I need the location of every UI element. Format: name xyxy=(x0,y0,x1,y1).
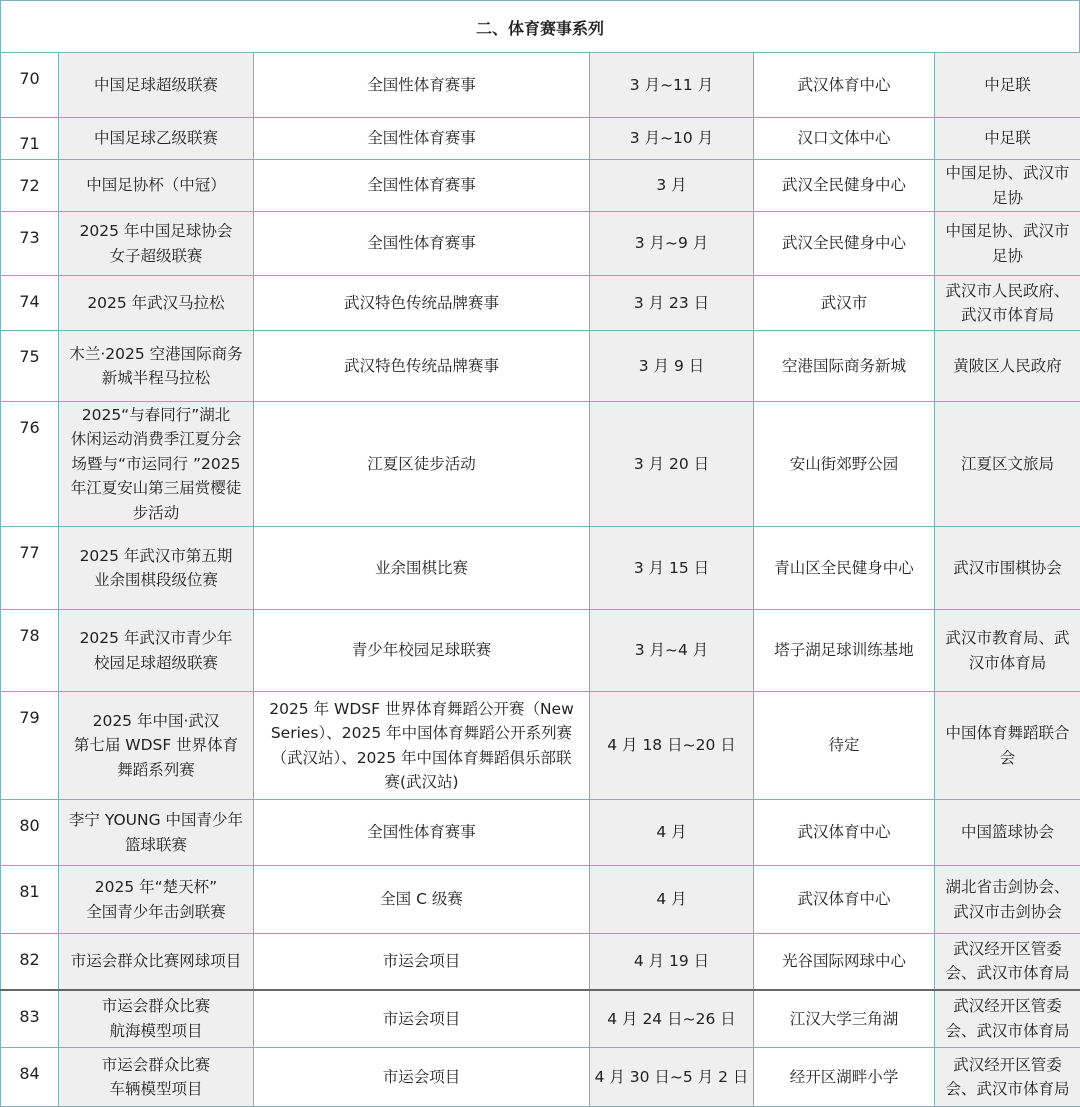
event-time: 3 月~11 月 xyxy=(630,76,713,94)
event-category-cell xyxy=(254,610,590,692)
event-category: 青少年校园足球联赛 xyxy=(352,641,492,659)
event-name: 2025 年中国足球协会 女子超级联赛 xyxy=(80,222,233,265)
event-time: 4 月 18 日~20 日 xyxy=(607,736,736,754)
event-category: 江夏区徒步活动 xyxy=(367,455,476,473)
event-venue-cell xyxy=(754,866,935,934)
event-category-cell xyxy=(254,692,590,800)
table-row xyxy=(1,934,1080,990)
table-row xyxy=(1,866,1080,934)
event-venue: 光谷国际网球中心 xyxy=(782,952,906,970)
event-name-cell xyxy=(59,800,254,866)
table-row xyxy=(1,53,1080,118)
event-time-cell xyxy=(590,934,754,990)
event-organizer-cell xyxy=(935,1048,1080,1107)
event-organizer: 武汉市人民政府、 武汉市体育局 xyxy=(945,282,1069,325)
event-time-cell xyxy=(590,331,754,402)
table-row xyxy=(1,800,1080,866)
event-venue: 经开区湖畔小学 xyxy=(790,1068,899,1086)
row-number: 73 xyxy=(19,228,39,247)
event-organizer-cell xyxy=(935,402,1080,527)
event-name: 中国足球乙级联赛 xyxy=(94,129,218,147)
event-venue-cell xyxy=(754,53,935,118)
table-row xyxy=(1,331,1080,402)
event-organizer: 武汉市教育局、武 汉市体育局 xyxy=(945,629,1069,672)
event-organizer: 中国足协、武汉市 足协 xyxy=(945,222,1069,265)
event-organizer: 武汉经开区管委 会、武汉市体育局 xyxy=(945,1056,1069,1099)
event-category-cell xyxy=(254,800,590,866)
event-venue: 武汉全民健身中心 xyxy=(782,234,906,252)
event-name-cell xyxy=(59,527,254,610)
event-venue: 武汉市 xyxy=(821,294,868,312)
event-time-cell xyxy=(590,276,754,331)
event-category: 全国性体育赛事 xyxy=(367,823,476,841)
row-number-cell xyxy=(1,160,59,212)
event-name: 中国足球超级联赛 xyxy=(94,76,218,94)
event-name: 中国足协杯（中冠） xyxy=(86,176,226,194)
event-organizer-cell xyxy=(935,800,1080,866)
event-category-cell xyxy=(254,866,590,934)
event-name-cell xyxy=(59,866,254,934)
event-venue-cell xyxy=(754,800,935,866)
event-name-cell xyxy=(59,53,254,118)
event-name-cell xyxy=(59,990,254,1048)
event-category: 武汉特色传统品牌赛事 xyxy=(344,357,499,375)
event-time: 3 月 xyxy=(656,176,686,194)
event-venue: 安山街郊野公园 xyxy=(790,455,899,473)
event-time: 3 月 9 日 xyxy=(639,357,705,375)
event-organizer: 黄陂区人民政府 xyxy=(953,357,1062,375)
event-time: 3 月~10 月 xyxy=(630,129,713,147)
event-name-cell xyxy=(59,118,254,160)
row-number-cell xyxy=(1,276,59,331)
event-name: 木兰·2025 空港国际商务 新城半程马拉松 xyxy=(69,345,242,388)
event-category-cell xyxy=(254,53,590,118)
event-time-cell xyxy=(590,160,754,212)
event-name: 2025 年武汉马拉松 xyxy=(87,294,224,312)
row-number-cell xyxy=(1,1048,59,1107)
row-number-cell xyxy=(1,990,59,1048)
row-number: 72 xyxy=(19,176,39,195)
event-time: 3 月 23 日 xyxy=(634,294,709,312)
row-number-cell xyxy=(1,866,59,934)
event-category: 市运会项目 xyxy=(383,1068,461,1086)
event-category: 全国性体育赛事 xyxy=(367,176,476,194)
event-venue-cell xyxy=(754,331,935,402)
row-number: 75 xyxy=(19,347,39,366)
event-organizer: 中足联 xyxy=(984,129,1031,147)
event-venue-cell xyxy=(754,990,935,1048)
event-venue-cell xyxy=(754,610,935,692)
event-organizer-cell xyxy=(935,331,1080,402)
event-category: 武汉特色传统品牌赛事 xyxy=(344,294,499,312)
event-name: 2025 年武汉市第五期 业余围棋段级位赛 xyxy=(80,547,233,590)
row-number: 82 xyxy=(19,950,39,969)
event-organizer-cell xyxy=(935,990,1080,1048)
event-name: 李宁 YOUNG 中国青少年 篮球联赛 xyxy=(69,811,243,854)
event-venue: 汉口文体中心 xyxy=(797,129,890,147)
row-number-cell xyxy=(1,53,59,118)
event-category-cell xyxy=(254,118,590,160)
event-venue-cell xyxy=(754,212,935,276)
event-category: 市运会项目 xyxy=(383,952,461,970)
table-row xyxy=(1,276,1080,331)
table-row xyxy=(1,402,1080,527)
row-number-cell xyxy=(1,527,59,610)
event-organizer-cell xyxy=(935,53,1080,118)
event-time-cell xyxy=(590,692,754,800)
event-category-cell xyxy=(254,402,590,527)
row-number-cell xyxy=(1,610,59,692)
event-venue: 青山区全民健身中心 xyxy=(774,559,914,577)
row-number: 78 xyxy=(19,626,39,645)
table-row xyxy=(1,527,1080,610)
event-time: 3 月~9 月 xyxy=(635,234,709,252)
event-organizer-cell xyxy=(935,866,1080,934)
row-number: 81 xyxy=(19,882,39,901)
row-number: 74 xyxy=(19,292,39,311)
event-name-cell xyxy=(59,276,254,331)
row-number-cell xyxy=(1,212,59,276)
row-number: 70 xyxy=(19,69,39,88)
event-category-cell xyxy=(254,212,590,276)
row-number-cell xyxy=(1,118,59,160)
event-time: 3 月 15 日 xyxy=(634,559,709,577)
event-category-cell xyxy=(254,160,590,212)
row-number: 80 xyxy=(19,816,39,835)
event-name: 2025 年中国·武汉 第七届 WDSF 世界体育 舞蹈系列赛 xyxy=(74,712,238,779)
event-time: 4 月 24 日~26 日 xyxy=(607,1010,736,1028)
event-venue-cell xyxy=(754,934,935,990)
event-category: 市运会项目 xyxy=(383,1010,461,1028)
event-name-cell xyxy=(59,402,254,527)
event-time-cell xyxy=(590,118,754,160)
event-organizer: 江夏区文旅局 xyxy=(961,455,1054,473)
event-time: 4 月 xyxy=(656,890,686,908)
event-category: 2025 年 WDSF 世界体育舞蹈公开赛（New Series）、2025 年中国体育舞蹈公开系列赛 （武汉站）、2025 年中国体育舞蹈俱乐部联 赛(武汉站) xyxy=(269,700,574,792)
event-name: 2025 年武汉市青少年 校园足球超级联赛 xyxy=(80,629,233,672)
event-name: 市运会群众比赛 航海模型项目 xyxy=(102,997,211,1040)
row-number: 83 xyxy=(19,1007,39,1026)
row-number-cell xyxy=(1,402,59,527)
event-time: 4 月 19 日 xyxy=(634,952,709,970)
event-organizer: 武汉市围棋协会 xyxy=(953,559,1062,577)
event-name-cell xyxy=(59,692,254,800)
row-number: 84 xyxy=(19,1064,39,1083)
table-row xyxy=(1,118,1080,160)
event-venue: 武汉全民健身中心 xyxy=(782,176,906,194)
row-number: 79 xyxy=(19,708,39,727)
event-time-cell xyxy=(590,1048,754,1107)
event-venue-cell xyxy=(754,160,935,212)
event-venue-cell xyxy=(754,1048,935,1107)
event-organizer-cell xyxy=(935,527,1080,610)
event-name: 2025“与春同行”湖北 休闲运动消费季江夏分会 场暨与“市运同行 ”2025 年江夏安山第三届赏樱徒 步活动 xyxy=(71,406,242,522)
event-venue: 待定 xyxy=(828,736,859,754)
event-time-cell xyxy=(590,527,754,610)
event-name: 市运会群众比赛网球项目 xyxy=(71,952,242,970)
event-venue-cell xyxy=(754,692,935,800)
event-organizer-cell xyxy=(935,160,1080,212)
event-venue-cell xyxy=(754,402,935,527)
event-time: 3 月~4 月 xyxy=(635,641,709,659)
event-organizer: 中足联 xyxy=(984,76,1031,94)
event-time-cell xyxy=(590,402,754,527)
event-category-cell xyxy=(254,990,590,1048)
event-organizer-cell xyxy=(935,934,1080,990)
event-time-cell xyxy=(590,866,754,934)
event-category: 全国性体育赛事 xyxy=(367,76,476,94)
event-name-cell xyxy=(59,934,254,990)
table-row xyxy=(1,212,1080,276)
event-venue: 武汉体育中心 xyxy=(797,76,890,94)
event-time: 4 月 xyxy=(656,823,686,841)
table-row xyxy=(1,990,1080,1048)
event-time-cell xyxy=(590,212,754,276)
event-category-cell xyxy=(254,1048,590,1107)
row-number: 77 xyxy=(19,543,39,562)
event-organizer: 中国篮球协会 xyxy=(961,823,1054,841)
event-time-cell xyxy=(590,990,754,1048)
row-number-cell xyxy=(1,692,59,800)
event-name-cell xyxy=(59,212,254,276)
event-name-cell xyxy=(59,610,254,692)
event-venue-cell xyxy=(754,276,935,331)
event-category: 全国 C 级赛 xyxy=(380,890,463,908)
event-organizer-cell xyxy=(935,610,1080,692)
event-venue: 空港国际商务新城 xyxy=(782,357,906,375)
table-row xyxy=(1,1048,1080,1107)
event-organizer: 武汉经开区管委 会、武汉市体育局 xyxy=(945,997,1069,1040)
event-organizer: 中国足协、武汉市 足协 xyxy=(945,164,1069,207)
event-time: 3 月 20 日 xyxy=(634,455,709,473)
event-name-cell xyxy=(59,160,254,212)
event-venue: 武汉体育中心 xyxy=(797,823,890,841)
row-number-cell xyxy=(1,331,59,402)
event-organizer: 武汉经开区管委 会、武汉市体育局 xyxy=(945,940,1069,983)
table-row xyxy=(1,692,1080,800)
event-organizer-cell xyxy=(935,212,1080,276)
event-category-cell xyxy=(254,527,590,610)
event-venue-cell xyxy=(754,118,935,160)
event-name: 市运会群众比赛 车辆模型项目 xyxy=(102,1056,211,1099)
event-organizer: 中国体育舞蹈联合 会 xyxy=(945,724,1069,767)
event-time: 4 月 30 日~5 月 2 日 xyxy=(595,1068,749,1086)
event-category-cell xyxy=(254,934,590,990)
row-number: 71 xyxy=(19,134,39,153)
row-number-cell xyxy=(1,800,59,866)
table-row xyxy=(1,610,1080,692)
event-organizer: 湖北省击剑协会、 武汉市击剑协会 xyxy=(945,878,1069,921)
event-category: 全国性体育赛事 xyxy=(367,234,476,252)
event-time-cell xyxy=(590,800,754,866)
row-number-cell xyxy=(1,934,59,990)
event-category-cell xyxy=(254,276,590,331)
event-category: 业余围棋比赛 xyxy=(375,559,468,577)
event-category: 全国性体育赛事 xyxy=(367,129,476,147)
event-venue-cell xyxy=(754,527,935,610)
event-venue: 武汉体育中心 xyxy=(797,890,890,908)
event-name-cell xyxy=(59,331,254,402)
event-venue: 江汉大学三角湖 xyxy=(790,1010,899,1028)
event-venue: 塔子湖足球训练基地 xyxy=(774,641,914,659)
events-table xyxy=(0,52,1080,1107)
event-time-cell xyxy=(590,610,754,692)
event-organizer-cell xyxy=(935,118,1080,160)
event-time-cell xyxy=(590,53,754,118)
section-title: 二、体育赛事系列 xyxy=(0,0,1080,53)
event-organizer-cell xyxy=(935,692,1080,800)
event-name-cell xyxy=(59,1048,254,1107)
event-name: 2025 年“楚天杯” 全国青少年击剑联赛 xyxy=(86,878,226,921)
event-category-cell xyxy=(254,331,590,402)
row-number: 76 xyxy=(19,418,39,437)
table-row xyxy=(1,160,1080,212)
event-organizer-cell xyxy=(935,276,1080,331)
